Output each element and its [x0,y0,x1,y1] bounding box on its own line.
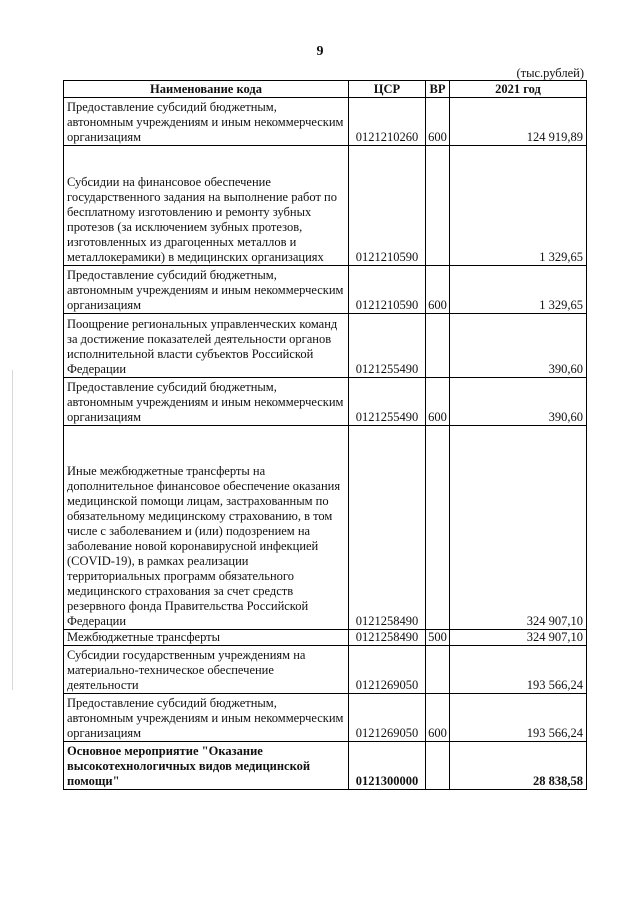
row-amount: 124 919,89 [450,98,587,146]
header-csr: ЦСР [349,81,426,98]
row-amount: 193 566,24 [450,694,587,742]
table-row [64,694,587,742]
row-amount: 390,60 [450,314,587,378]
row-amount: 1 329,65 [450,266,587,314]
row-name: Предоставление субсидий бюджетным, автономным учреждениям и иным некоммерческим организациям [64,378,349,426]
row-vr [426,742,450,790]
row-amount: 1 329,65 [450,146,587,266]
scan-margin-line [12,370,13,690]
row-amount: 324 907,10 [450,426,587,630]
row-csr: 0121269050 [349,646,426,694]
row-name: Иные межбюджетные трансферты на дополнительное финансовое обеспечение оказания медицинской помощи лицам, застрахованным по обязательному медицинскому страхованию, в том числе с заболеванием и (или) подозрением на заболевание новой коронавирусной инфекцией (COVID-19), в рамках реализации территориальных программ обязательного медицинского страхования за счет средств резервного фонда Правительства Российской Федерации [64,426,349,630]
row-name: Межбюджетные трансферты [64,630,349,646]
row-amount: 324 907,10 [450,630,587,646]
row-csr: 0121269050 [349,694,426,742]
row-name: Поощрение региональных управленческих команд за достижение показателей деятельности органов исполнительной власти субъектов Российской Федерации [64,314,349,378]
row-csr: 0121210590 [349,266,426,314]
row-vr: 600 [426,266,450,314]
table-row [64,314,587,378]
row-name: Субсидии на финансовое обеспечение государственного задания на выполнение работ по бесплатному изготовлению и ремонту зубных протезов (за исключением зубных протезов, изготовленных из драгоценных металлов и металлокерамики) в медицинских организациях [64,146,349,266]
units-label: (тыс.рублей) [516,66,584,80]
table-row [64,146,587,266]
row-csr: 0121210260 [349,98,426,146]
row-csr: 0121255490 [349,378,426,426]
row-name: Основное мероприятие "Оказание высокотехнологичных видов медицинской помощи" [64,742,349,790]
table-row [64,266,587,314]
row-csr: 0121258490 [349,630,426,646]
row-name: Субсидии государственным учреждениям на материально-техническое обеспечение деятельности [64,646,349,694]
row-amount: 390,60 [450,378,587,426]
row-vr [426,314,450,378]
page-number: 9 [316,44,324,59]
header-vr: ВР [426,81,450,98]
header-year: 2021 год [450,81,587,98]
row-vr: 600 [426,694,450,742]
row-csr: 0121258490 [349,426,426,630]
row-amount: 28 838,58 [450,742,587,790]
table-header-row [64,81,587,98]
row-vr [426,146,450,266]
row-amount: 193 566,24 [450,646,587,694]
row-csr: 0121210590 [349,146,426,266]
table-row [64,630,587,646]
table-row [64,742,587,790]
row-csr: 0121300000 [349,742,426,790]
row-name: Предоставление субсидий бюджетным, автономным учреждениям и иным некоммерческим организациям [64,266,349,314]
row-csr: 0121255490 [349,314,426,378]
header-name: Наименование кода [64,81,349,98]
row-name: Предоставление субсидий бюджетным, автономным учреждениям и иным некоммерческим организациям [64,694,349,742]
row-vr: 600 [426,378,450,426]
row-name: Предоставление субсидий бюджетным, автономным учреждениям и иным некоммерческим организациям [64,98,349,146]
budget-table [63,80,587,790]
table-row [64,426,587,630]
table-row [64,378,587,426]
row-vr: 500 [426,630,450,646]
table-row [64,98,587,146]
row-vr [426,426,450,630]
table-row [64,646,587,694]
row-vr: 600 [426,98,450,146]
row-vr [426,646,450,694]
